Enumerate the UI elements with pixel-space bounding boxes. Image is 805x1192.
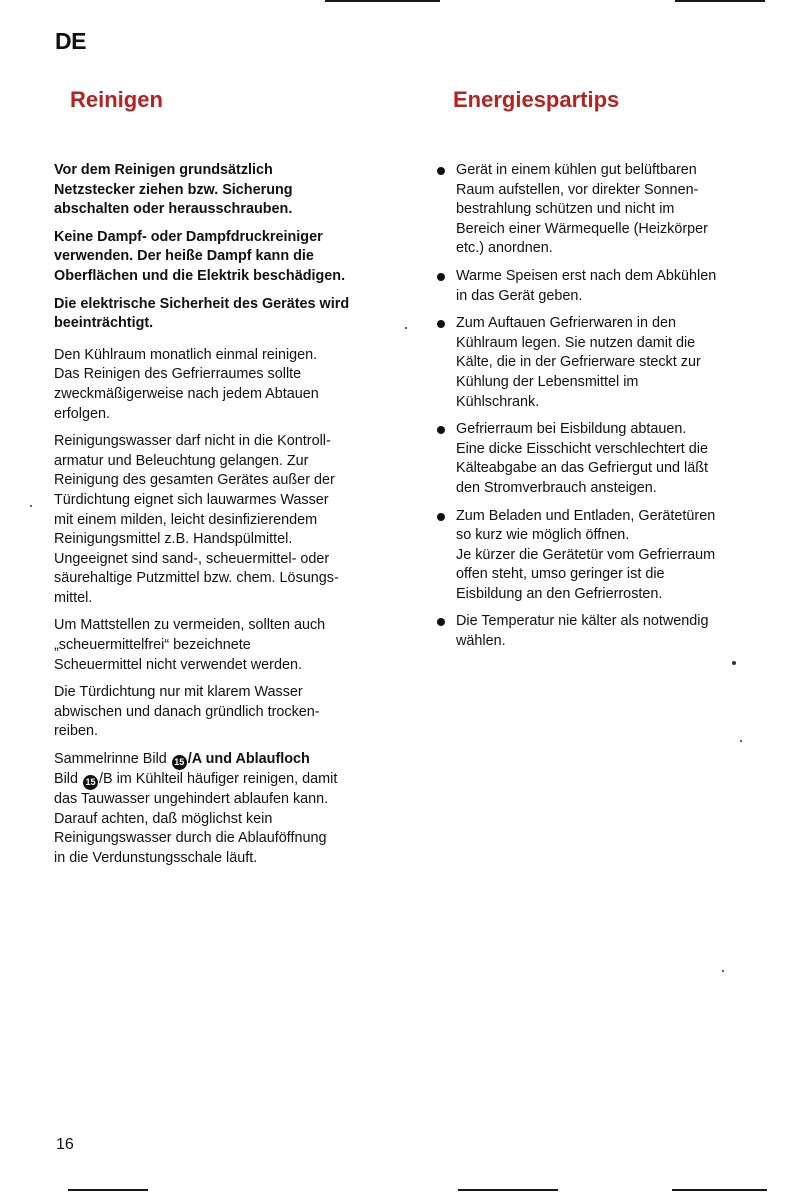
text-line: zweckmäßigerweise nach jedem Abtauen bbox=[54, 385, 319, 402]
bullet-icon bbox=[437, 513, 445, 521]
text-line: Das Reinigen des Gefrierraumes sollte bbox=[54, 366, 302, 383]
text-fragment: Sammelrinne Bild bbox=[54, 751, 171, 768]
text-line: den Stromverbrauch ansteigen. bbox=[456, 479, 657, 496]
text-line: Zum Beladen und Entladen, Gerätetüren bbox=[456, 507, 716, 524]
top-edge-line bbox=[325, 0, 440, 2]
text-line: beeinträchtigt. bbox=[54, 315, 154, 332]
text-line: Türdichtung eignet sich lauwarmes Wasser bbox=[54, 491, 329, 508]
tip-list-item bbox=[437, 314, 777, 412]
text-line: Keine Dampf- oder Dampfdruckreiniger bbox=[54, 228, 323, 245]
text-line: Oberflächen und die Elektrik beschädigen. bbox=[54, 267, 346, 284]
figure-reference-badge: 15 bbox=[83, 775, 98, 790]
body-paragraph bbox=[54, 432, 399, 608]
body-paragraph bbox=[54, 616, 399, 675]
scan-speck bbox=[722, 970, 724, 972]
tip-list-item bbox=[437, 420, 777, 498]
bullet-icon bbox=[437, 426, 445, 434]
text-line: Raum aufstellen, vor direkter Sonnen- bbox=[456, 181, 699, 198]
text-line: Reinigungswasser durch die Ablauföffnung bbox=[54, 830, 327, 847]
energy-tips-column bbox=[437, 161, 777, 660]
text-line: Den Kühlraum monatlich einmal reinigen. bbox=[54, 346, 318, 363]
text-line: Reinigungsmittel z.B. Handspülmittel. bbox=[54, 531, 293, 548]
bullet-icon bbox=[437, 618, 445, 626]
text-line: Eine dicke Eisschicht verschlechtert die bbox=[456, 440, 708, 457]
text-line: bestrahlung schützen und nicht im bbox=[456, 201, 675, 218]
text-line: Kälte, die in der Gefrierware steckt zur bbox=[456, 354, 701, 371]
text-line: Gefrierraum bei Eisbildung abtauen. bbox=[456, 421, 687, 438]
text-line: so kurz wie möglich öffnen. bbox=[456, 527, 630, 544]
text-line: das Tauwasser ungehindert ablaufen kann. bbox=[54, 791, 329, 808]
text-line: Gerät in einem kühlen gut belüftbaren bbox=[456, 162, 697, 178]
body-paragraph bbox=[54, 346, 399, 424]
bullet-icon bbox=[437, 273, 445, 281]
text-line: säurehaltige Putzmittel bzw. chem. Lösungs- bbox=[54, 570, 339, 587]
bullet-icon bbox=[437, 320, 445, 328]
text-line: „scheuermittelfrei“ bezeichnete bbox=[54, 637, 251, 654]
text-line: armatur und Beleuchtung gelangen. Zur bbox=[54, 452, 309, 469]
text-line: Kälteabgabe an das Gefriergut und läßt bbox=[456, 460, 709, 477]
text-line: verwenden. Der heiße Dampf kann die bbox=[54, 248, 314, 265]
text-line: Die elektrische Sicherheit des Gerätes wird bbox=[54, 295, 350, 312]
bottom-edge-line bbox=[68, 1189, 148, 1191]
scan-speck bbox=[740, 740, 742, 742]
scan-speck bbox=[405, 327, 407, 329]
text-line: Zum Auftauen Gefrierwaren in den bbox=[456, 315, 676, 332]
figure-reference-badge: 15 bbox=[172, 755, 187, 770]
cleaning-column bbox=[54, 161, 399, 876]
text-line: Eisbildung an den Gefrierrosten. bbox=[456, 585, 663, 602]
text-line: Kühlraum legen. Sie nutzen damit die bbox=[456, 334, 696, 351]
body-paragraph bbox=[54, 683, 399, 742]
text-line: Die Türdichtung nur mit klarem Wasser bbox=[54, 684, 303, 701]
text-line: abwischen und danach gründlich trocken- bbox=[54, 703, 320, 720]
scan-speck bbox=[30, 505, 32, 507]
text-line bbox=[54, 750, 399, 770]
text-line: Scheuermittel nicht verwendet werden. bbox=[54, 656, 302, 673]
bottom-edge-line bbox=[458, 1189, 558, 1191]
text-line: Um Mattstellen zu vermeiden, sollten auch bbox=[54, 617, 326, 634]
section-heading-energy-tips: Energiespartips bbox=[453, 87, 620, 112]
text-line: Ungeeignet sind sand-, scheuermittel- oder bbox=[54, 550, 330, 567]
text-line: Die Temperatur nie kälter als notwendig bbox=[456, 613, 709, 630]
text-line: reiben. bbox=[54, 723, 99, 740]
text-line: mit einem milden, leicht desinfizierendem bbox=[54, 511, 318, 528]
section-heading-cleaning: Reinigen bbox=[70, 87, 163, 112]
text-line: abschalten oder herausschrauben. bbox=[54, 201, 293, 218]
drain-paragraph bbox=[54, 750, 399, 868]
text-line: mittel. bbox=[54, 589, 93, 606]
text-line: Kühlschrank. bbox=[456, 393, 540, 410]
text-line: Reinigungswasser darf nicht in die Kontroll- bbox=[54, 433, 331, 450]
tip-list-item bbox=[437, 507, 777, 605]
text-line: Darauf achten, daß möglichst kein bbox=[54, 810, 273, 827]
text-line: Netzstecker ziehen bzw. Sicherung bbox=[54, 181, 293, 198]
page-number: 16 bbox=[56, 1136, 74, 1153]
text-line: in die Verdunstungsschale läuft. bbox=[54, 849, 258, 866]
text-line: Reinigung des gesamten Gerätes außer der bbox=[54, 472, 335, 489]
warning-paragraph bbox=[54, 228, 399, 287]
warning-paragraph bbox=[54, 161, 399, 220]
text-line: Warme Speisen erst nach dem Abkühlen bbox=[456, 267, 717, 284]
text-line: Kühlung der Lebensmittel im bbox=[456, 373, 639, 390]
text-line: offen steht, umso geringer ist die bbox=[456, 566, 665, 583]
text-fragment: /B im Kühlteil häufiger reinigen, damit bbox=[99, 771, 338, 788]
text-line: in das Gerät geben. bbox=[456, 287, 583, 304]
tip-list-item bbox=[437, 267, 777, 306]
text-line bbox=[54, 770, 399, 790]
bottom-edge-line bbox=[672, 1189, 767, 1191]
language-code: DE bbox=[55, 28, 86, 54]
top-edge-line bbox=[675, 0, 765, 2]
text-line: Vor dem Reinigen grundsätzlich bbox=[54, 162, 273, 178]
tip-list-item bbox=[437, 612, 777, 651]
text-fragment: Bild bbox=[54, 771, 82, 788]
text-line: Je kürzer die Gerätetür vom Gefrierraum bbox=[456, 546, 716, 563]
text-line: Bereich einer Wärmequelle (Heizkörper bbox=[456, 220, 708, 237]
text-fragment: /A und Ablaufloch bbox=[187, 751, 310, 768]
scan-speck bbox=[732, 661, 736, 665]
text-line: wählen. bbox=[456, 633, 506, 650]
bullet-icon bbox=[437, 167, 445, 175]
text-line: etc.) anordnen. bbox=[456, 240, 553, 257]
warning-paragraph bbox=[54, 295, 399, 334]
text-line: erfolgen. bbox=[54, 405, 111, 422]
tip-list-item bbox=[437, 161, 777, 259]
